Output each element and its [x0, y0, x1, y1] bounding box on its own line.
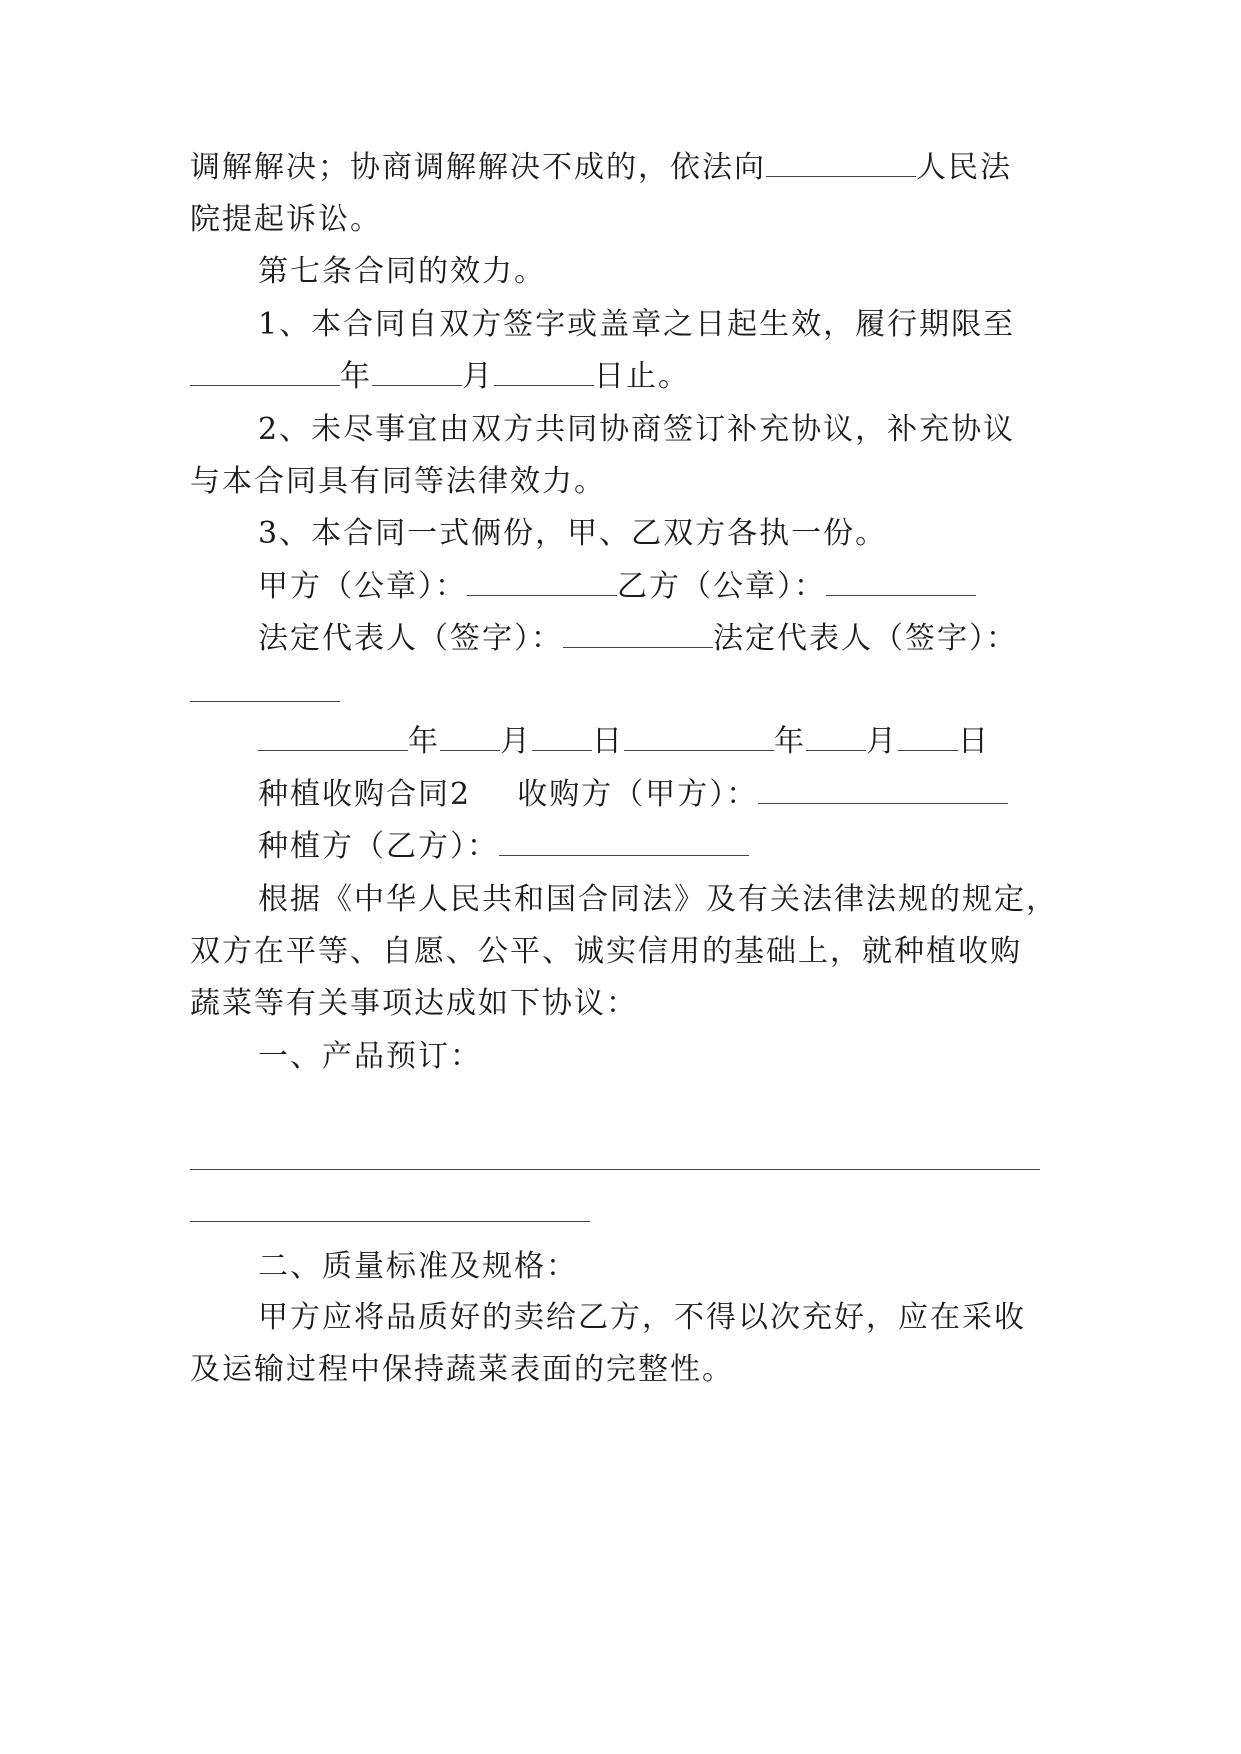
- signature-line: [258, 567, 976, 607]
- text-segment: 收购方（甲方）：: [517, 777, 759, 812]
- text-segment: 日: [592, 724, 624, 759]
- party-line: [258, 827, 749, 867]
- text-segment: 与本合同具有同等法律效力。: [190, 464, 606, 499]
- text-segment: 甲方应将品质好的卖给乙方，不得以次充好，应在采收: [258, 1300, 1026, 1335]
- fill-blank: [190, 359, 340, 386]
- text-segment: 2、未尽事宜由双方共同协商签订补充协议，补充协议: [258, 412, 1016, 447]
- paragraph-line: [258, 1298, 1026, 1338]
- text-segment: 双方在平等、自愿、公平、诚实信用的基础上，就种植收购: [190, 934, 1022, 969]
- paragraph-line: [190, 462, 606, 502]
- fill-blank: [190, 1220, 590, 1222]
- text-segment: 种植收购合同2: [258, 777, 472, 812]
- text-segment: 日止。: [594, 359, 690, 394]
- text-segment: 月: [866, 724, 898, 759]
- text-segment: 甲方（公章）：: [258, 569, 467, 604]
- fill-blank: [440, 724, 500, 751]
- paragraph-line: [190, 984, 638, 1024]
- paragraph-line: [258, 410, 1015, 450]
- text-segment: 二、质量标准及规格：: [258, 1249, 578, 1284]
- text-segment: 根据《中华人民共和国合同法》及有关法律法规的规定，: [258, 882, 1058, 917]
- fill-blank: [806, 724, 866, 751]
- fill-blank: [563, 621, 713, 648]
- date-line: [190, 357, 690, 397]
- text-segment: 种植方（乙方）：: [258, 829, 499, 864]
- section-heading: [258, 252, 546, 292]
- text-segment: 人民法: [916, 150, 1012, 185]
- text-segment: 法定代表人（签字）：: [713, 621, 1018, 656]
- paragraph-line: [258, 305, 1015, 345]
- fill-blank: [898, 724, 958, 751]
- text-segment: 1、本合同自双方签字或盖章之日起生效，履行期限至: [258, 307, 1016, 342]
- paragraph-line: [190, 1350, 734, 1390]
- text-segment: 乙方（公章）：: [617, 569, 826, 604]
- fill-blank: [190, 700, 340, 702]
- signature-line: [258, 619, 1018, 659]
- text-segment: 第七条合同的效力。: [258, 254, 546, 289]
- contract-title-line: [258, 775, 1008, 815]
- text-segment: 院提起诉讼。: [190, 202, 382, 237]
- fill-blank: [190, 1168, 1040, 1170]
- date-line: [258, 722, 990, 762]
- paragraph-line: [258, 880, 1058, 920]
- text-segment: 年: [408, 724, 440, 759]
- fill-blank: [766, 150, 916, 177]
- paragraph-line: [190, 148, 1012, 188]
- paragraph-line: [258, 514, 887, 554]
- fill-blank: [624, 724, 774, 751]
- text-segment: 法定代表人（签字）：: [258, 621, 563, 656]
- paragraph-line: [190, 200, 382, 240]
- text-segment: 3、本合同一式俩份，甲、乙双方各执一份。: [258, 516, 888, 551]
- fill-blank: [532, 724, 592, 751]
- text-segment: 年: [774, 724, 806, 759]
- fill-blank: [467, 569, 617, 596]
- fill-blank: [372, 359, 462, 386]
- text-segment: 日: [958, 724, 990, 759]
- text-segment: 月: [500, 724, 532, 759]
- section-heading: [258, 1037, 482, 1077]
- fill-blank: [258, 724, 408, 751]
- text-segment: 月: [462, 359, 494, 394]
- fill-blank: [499, 829, 749, 856]
- text-segment: 一、产品预订：: [258, 1039, 482, 1074]
- fill-blank: [494, 359, 594, 386]
- paragraph-line: [190, 932, 1022, 972]
- text-segment: 及运输过程中保持蔬菜表面的完整性。: [190, 1352, 734, 1387]
- text-segment: 年: [340, 359, 372, 394]
- text-segment: 蔬菜等有关事项达成如下协议：: [190, 986, 638, 1021]
- text-segment: 调解解决；协商调解解决不成的，依法向: [190, 150, 766, 185]
- fill-blank: [826, 569, 976, 596]
- section-heading: [258, 1247, 578, 1287]
- fill-blank: [758, 777, 1008, 804]
